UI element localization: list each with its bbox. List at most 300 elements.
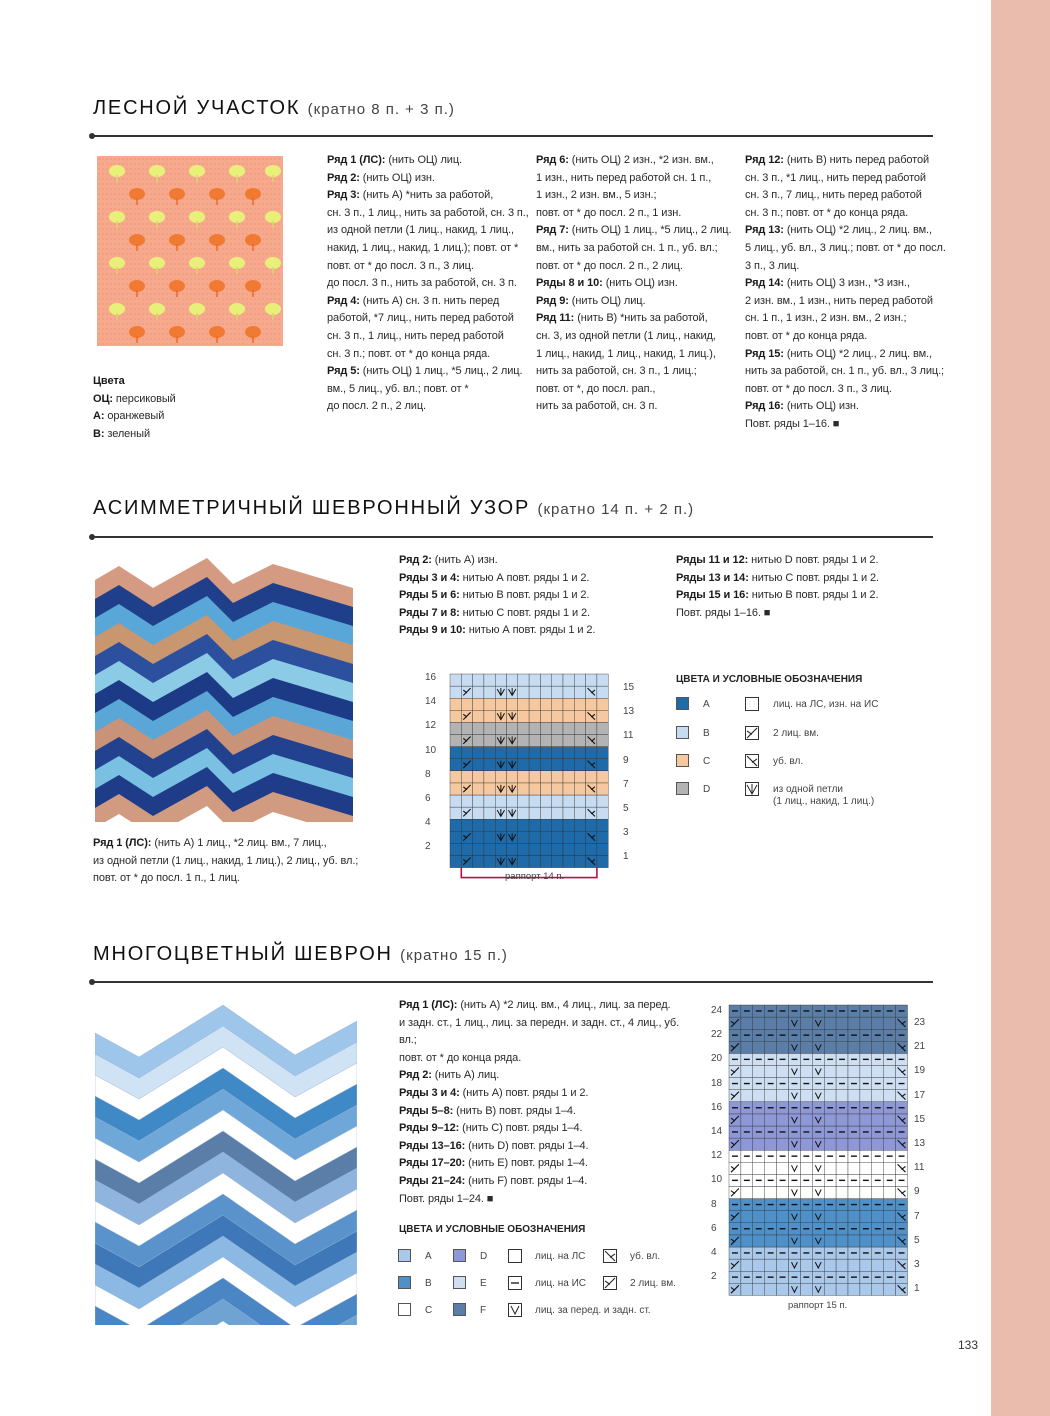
row-number: 8: [711, 1198, 717, 1210]
chart3-cell: [777, 1283, 789, 1295]
chart2-cell: [484, 674, 495, 686]
symbol-label: 2 лиц. вм.: [630, 1278, 676, 1289]
symbol-label-group: [535, 1251, 585, 1263]
chart2-cell: [507, 722, 518, 734]
chart3-cell: [753, 1041, 765, 1053]
chart2-cell: [597, 856, 608, 868]
row-text: сн. 3 п., *1 лиц., нить перед работой: [745, 171, 926, 184]
chart3-cell: [741, 1138, 753, 1150]
chart3-cell: [884, 1114, 896, 1126]
row-number: 10: [425, 744, 437, 756]
chart2-cell: [507, 747, 518, 759]
chart3-cell: [800, 1090, 812, 1102]
chart3-cell: [860, 1066, 872, 1078]
instruction-line: [676, 587, 936, 605]
chart3-cell: [872, 1041, 884, 1053]
chart2-cell: [597, 771, 608, 783]
row-number: 3: [914, 1259, 920, 1270]
chart2-cell: [529, 807, 540, 819]
chart2-cell: [473, 674, 484, 686]
symbol-label: лиц. на ИС: [535, 1278, 586, 1289]
chart2-cell: [529, 759, 540, 771]
chart2-cell: [518, 722, 529, 734]
chart3-cell: [741, 1066, 753, 1078]
chart3-cell: [884, 1259, 896, 1271]
section2-column-1: [399, 552, 659, 640]
color-label: A: [425, 1251, 432, 1262]
chart3-cell: [836, 1259, 848, 1271]
chart3-cell: [777, 1235, 789, 1247]
row-text: сн. 3, из одной петли (1 лиц., накид,: [536, 329, 716, 342]
instruction-line: [536, 363, 741, 381]
row-label: Ряд 1 (ЛС):: [327, 154, 386, 166]
row-number: 13: [914, 1138, 926, 1149]
chart3-cell: [824, 1187, 836, 1199]
section3-title-text: МНОГОЦВЕТНЫЙ ШЕВРОН: [93, 943, 393, 965]
chart3-cell: [753, 1066, 765, 1078]
instruction-line: [536, 258, 741, 276]
chart3-cell: [741, 1114, 753, 1126]
chart2-cell: [597, 819, 608, 831]
chart2-cell: [552, 783, 563, 795]
chart3-cell: [836, 1235, 848, 1247]
instruction-line: [745, 152, 955, 170]
chart3-cell: [872, 1066, 884, 1078]
chart2-cell: [563, 819, 574, 831]
row-number: 13: [623, 706, 635, 718]
chart3-cell: [872, 1211, 884, 1223]
chart3-cell: [789, 1041, 801, 1053]
section1-colors: [93, 373, 293, 443]
chart2-cell: [563, 722, 574, 734]
color-swatch-f: [453, 1303, 466, 1316]
chart2-cell: [574, 735, 585, 747]
instruction-line: [327, 240, 532, 258]
chart2-cell: [540, 819, 551, 831]
color-entry: [93, 426, 293, 444]
instruction-line: [745, 310, 955, 328]
row-text: (нить А) лиц.: [431, 1069, 500, 1082]
chart2-cell: [484, 771, 495, 783]
chart2-cell: [563, 735, 574, 747]
chart3-cell: [848, 1066, 860, 1078]
row-text: (нить С) повт. ряды 1–4.: [459, 1122, 583, 1135]
chart2-cell: [597, 747, 608, 759]
chart3-cell: [765, 1235, 777, 1247]
chart2-cell: [495, 698, 506, 710]
row-text: повт. от * до конца ряда.: [745, 329, 868, 342]
empty-box: [508, 1249, 522, 1263]
chart2-cell: [563, 795, 574, 807]
chart3-cell: [800, 1066, 812, 1078]
chart3-cell: [836, 1283, 848, 1295]
section3-multiple: (кратно 15 п.): [400, 947, 508, 964]
row-label: Ряд 9:: [536, 294, 569, 307]
symbol-label: уб. вл.: [773, 756, 804, 767]
chart2-cell: [518, 807, 529, 819]
chart2-cell: [484, 807, 495, 819]
page-side-tab: [991, 0, 1050, 1416]
k2tog-icon: [745, 726, 759, 740]
instruction-line: [93, 835, 393, 853]
row-number: 19: [914, 1065, 926, 1077]
chart2-cell: [450, 831, 461, 843]
instruction-line: [399, 1191, 699, 1209]
chart2-cell: [484, 819, 495, 831]
chart2-grid: [448, 670, 616, 884]
chart3-cell: [848, 1017, 860, 1029]
row-number: 11: [914, 1162, 925, 1174]
chart2-cell: [540, 843, 551, 855]
symbol-label: 2 лиц. вм.: [773, 728, 819, 739]
chart2-cell: [552, 759, 563, 771]
chart2-cell: [461, 771, 472, 783]
color-swatch-c: [398, 1303, 411, 1316]
chart2-cell: [461, 819, 472, 831]
chart3-cell: [777, 1090, 789, 1102]
chart3-cell: [765, 1114, 777, 1126]
chart2-cell: [484, 843, 495, 855]
color-entry: [93, 391, 293, 409]
row-label: Ряд 13:: [745, 224, 784, 237]
row-number: 7: [914, 1210, 920, 1222]
instruction-line: [399, 1120, 699, 1138]
row-label: Ряд 11:: [536, 312, 575, 325]
chart2-cell: [450, 795, 461, 807]
chart3-cell: [789, 1090, 801, 1102]
ssk-icon: [745, 754, 759, 768]
chart2-cell: [574, 807, 585, 819]
instruction-line: [399, 1173, 699, 1191]
chart2-cell: [450, 747, 461, 759]
row-text: (нить ОЦ) 2 изн., *2 изн. вм.,: [568, 154, 714, 166]
row-label: Ряд 4:: [327, 294, 360, 307]
chart3-cell: [789, 1114, 801, 1126]
chart2-cell: [529, 710, 540, 722]
colors-heading: Цвета: [93, 375, 125, 387]
color-swatch-d: [453, 1249, 466, 1262]
chart2-cell: [450, 771, 461, 783]
row-number: 4: [711, 1247, 717, 1258]
chart2-cell: [540, 674, 551, 686]
chart2-cell: [507, 819, 518, 831]
chart2-cell: [574, 759, 585, 771]
chart3-cell: [777, 1162, 789, 1174]
forest-swatch-image: [95, 153, 285, 348]
chart3-cell: [848, 1114, 860, 1126]
chart3-cell: [884, 1041, 896, 1053]
chart3-cell: [872, 1187, 884, 1199]
chart2-cell: [563, 686, 574, 698]
chart2-cell: [574, 783, 585, 795]
chart2-cell: [529, 843, 540, 855]
instruction-line: [93, 853, 393, 871]
row-text: повт. от *, до посл. рап.,: [536, 382, 656, 395]
chart3-cell: [765, 1211, 777, 1223]
chart3-cell: [777, 1259, 789, 1271]
instruction-line: [327, 170, 532, 188]
row-text: до посл. 3 п., нить за работой, сн. 3 п.: [327, 277, 517, 290]
row-text: (нить ОЦ) 1 лиц., *5 лиц., 2 лиц.: [568, 224, 732, 237]
row-text: (нить ОЦ) 3 изн., *3 изн.,: [783, 277, 910, 290]
chart2-cell: [518, 735, 529, 747]
chart2-cell: [563, 843, 574, 855]
chart2-cell: [518, 759, 529, 771]
chart2-cell: [540, 807, 551, 819]
chart3-cell: [741, 1211, 753, 1223]
chart2-cell: [507, 674, 518, 686]
instruction-line: [399, 587, 659, 605]
color-swatch-c: [676, 754, 689, 767]
chart2-cell: [540, 759, 551, 771]
chart3-cell: [800, 1162, 812, 1174]
row-number: 18: [711, 1077, 723, 1089]
row-label: Ряды 5 и 6:: [399, 589, 460, 602]
row-text: сн. 3 п., 1 лиц., нить перед работой: [327, 329, 504, 342]
chart3-cell: [765, 1259, 777, 1271]
chart3-cell: [872, 1114, 884, 1126]
section2-multiple: (кратно 14 п. + 2 п.): [537, 501, 695, 518]
chart3-cell: [812, 1066, 824, 1078]
chart2-cell: [461, 843, 472, 855]
chart2-cell: [529, 674, 540, 686]
symbol-label-group: [773, 756, 803, 768]
section1-column-3: [745, 152, 955, 434]
row-label: Ряд 2:: [399, 1069, 432, 1082]
section3-column-1: [399, 997, 699, 1208]
row-text: сн. 1 п., 1 изн., 2 изн. вм., 2 изн.;: [745, 312, 907, 325]
chart2-cell: [574, 722, 585, 734]
chart2-cell: [540, 686, 551, 698]
section2-title: [93, 497, 694, 520]
chart2-cell: [450, 856, 461, 868]
chart2-cell: [540, 710, 551, 722]
instruction-line: [745, 187, 955, 205]
row-number: 24: [711, 1005, 723, 1016]
chart2-cell: [529, 783, 540, 795]
row-number: 14: [711, 1126, 723, 1137]
chart2-cell: [540, 735, 551, 747]
chart3-cell: [824, 1211, 836, 1223]
color-swatch-a: [398, 1249, 411, 1262]
chart3-cell: [860, 1187, 872, 1199]
chart3-cell: [800, 1138, 812, 1150]
instruction-line: [399, 1067, 699, 1085]
chart3-cell: [741, 1235, 753, 1247]
row-text: Повт. ряды 1–16. ■: [745, 417, 840, 430]
chart2-cell: [574, 686, 585, 698]
instruction-line: [745, 363, 955, 381]
row-text: нитью D повт. ряды 1 и 2.: [748, 554, 879, 566]
chart2-cell: [518, 819, 529, 831]
chart2-cell: [529, 771, 540, 783]
chart2-cell: [461, 722, 472, 734]
row-text: вм., 5 лиц., уб. вл.; повт. от *: [327, 382, 469, 395]
row-text: работой, *7 лиц., нить перед работой: [327, 312, 514, 325]
chart2-cell: [484, 747, 495, 759]
chart2-cell: [518, 686, 529, 698]
instruction-line: [327, 346, 532, 364]
chart2-cell: [529, 747, 540, 759]
chart2-cell: [473, 807, 484, 819]
chart2-cell: [540, 831, 551, 843]
chart3-cell: [872, 1283, 884, 1295]
chart3-cell: [753, 1211, 765, 1223]
chart2-cell: [529, 831, 540, 843]
row-text: 5 лиц., уб. вл., 3 лиц.; повт. от * до посл.: [745, 241, 946, 254]
chart3-cell: [860, 1211, 872, 1223]
chart2-cell: [563, 710, 574, 722]
row-text: сн. 3 п.; повт. от * до конца ряда.: [745, 206, 909, 219]
row-label: Ряд 2:: [399, 554, 432, 566]
row-text: из одной петли (1 лиц., накид, 1 лиц.), 2 лиц., уб. вл.;: [93, 854, 359, 867]
chart2-cell: [484, 795, 495, 807]
row-text: (нить ОЦ) изн.: [602, 277, 678, 290]
chart2-cell: [484, 856, 495, 868]
chart2-cell: [529, 686, 540, 698]
row-text: Повт. ряды 1–24. ■: [399, 1192, 494, 1205]
chart2-cell: [552, 747, 563, 759]
kfb-icon: [508, 1303, 522, 1317]
color-value: персиковый: [112, 392, 176, 405]
chart3-cell: [836, 1090, 848, 1102]
row-text: (нить В) повт. ряды 1–4.: [453, 1104, 576, 1117]
chart3-cell: [777, 1017, 789, 1029]
chart3-cell: [860, 1162, 872, 1174]
chart3-cell: [872, 1259, 884, 1271]
chart3-cell: [836, 1017, 848, 1029]
instruction-line: [745, 293, 955, 311]
chart2-cell: [574, 831, 585, 843]
color-label: B: [703, 728, 710, 739]
chart2-cell: [574, 771, 585, 783]
instruction-line: [399, 1015, 699, 1050]
row-text: 3 п., 3 лиц.: [745, 259, 800, 272]
instruction-line: [745, 346, 955, 364]
color-swatch-b: [398, 1276, 411, 1289]
chart3-cell: [812, 1090, 824, 1102]
chart3-cell: [836, 1138, 848, 1150]
row-text: нитью С повт. ряды 1 и 2.: [459, 606, 590, 619]
row-text: нитью В повт. ряды 1 и 2.: [459, 589, 590, 602]
chart3-cell: [753, 1162, 765, 1174]
chart2-cell: [552, 686, 563, 698]
chart3-cell: [789, 1066, 801, 1078]
chart3-cell: [812, 1187, 824, 1199]
instruction-line: [745, 398, 955, 416]
chart2-cell: [529, 735, 540, 747]
row-number: 16: [425, 672, 437, 683]
instruction-line: [93, 870, 393, 888]
instruction-line: [745, 328, 955, 346]
chart3-cell: [800, 1017, 812, 1029]
chart3-cell: [848, 1187, 860, 1199]
instruction-line: [327, 310, 532, 328]
chart2-cell: [450, 686, 461, 698]
chart2-cell: [597, 686, 608, 698]
instruction-line: [745, 240, 955, 258]
chart3-cell: [789, 1283, 801, 1295]
chart3-cell: [765, 1090, 777, 1102]
chart3-cell: [777, 1211, 789, 1223]
section3-rule: [91, 981, 933, 983]
row-text: из одной петли (1 лиц., накид, 1 лиц.,: [327, 224, 514, 237]
row-number: 21: [914, 1041, 926, 1053]
row-number: 3: [623, 827, 629, 839]
instruction-line: [327, 275, 532, 293]
symbol-label: лиц. за перед. и задн. ст.: [535, 1305, 651, 1316]
section1-column-2: [536, 152, 741, 416]
chart2-cell: [518, 698, 529, 710]
chart3-cell: [765, 1041, 777, 1053]
chart3-cell: [824, 1114, 836, 1126]
chart2-cell: [495, 747, 506, 759]
row-text: (нить А) *нить за работой,: [359, 189, 494, 202]
instruction-line: [536, 346, 741, 364]
chart2-cell: [540, 783, 551, 795]
chart3-cell: [824, 1090, 836, 1102]
row-text: (нить Е) повт. ряды 1–4.: [465, 1157, 588, 1170]
chart2-cell: [518, 856, 529, 868]
chart3-cell: [860, 1041, 872, 1053]
chart2-cell: [495, 722, 506, 734]
chart3-cell: [741, 1187, 753, 1199]
chart2-cell: [597, 710, 608, 722]
color-swatch-e: [453, 1276, 466, 1289]
chart3-cell: [872, 1138, 884, 1150]
chart2-cell: [473, 831, 484, 843]
chart3-cell: [884, 1235, 896, 1247]
row-number: 9: [623, 754, 629, 766]
color-label: A: [703, 699, 710, 710]
chart2-cell: [597, 831, 608, 843]
row-number: 15: [623, 682, 635, 693]
section3-title: [93, 943, 508, 966]
row-text: (нить ОЦ) лиц.: [568, 294, 646, 307]
chart3-cell: [848, 1090, 860, 1102]
chart2-cell: [552, 856, 563, 868]
chart3-cell: [753, 1114, 765, 1126]
row-text: (нить В) *нить за работой,: [574, 312, 708, 325]
chart2-cell: [484, 735, 495, 747]
chart2-cell: [473, 747, 484, 759]
row-text: (нить А) *2 лиц. вм., 4 лиц., лиц. за перед.: [457, 999, 671, 1011]
row-text: нить за работой, сн. 1 п., уб. вл., 3 лиц.;: [745, 365, 945, 378]
instruction-line: [745, 381, 955, 399]
row-label: Ряд 15:: [745, 347, 784, 360]
row-text: нить за работой, сн. 3 п., 1 лиц.;: [536, 365, 697, 378]
chart2-cell: [586, 674, 597, 686]
row-number: 2: [425, 841, 431, 853]
symbol-label: лиц. на ЛС: [535, 1251, 586, 1262]
row-text: (нить ОЦ) лиц.: [385, 154, 462, 166]
chart2-cell: [495, 795, 506, 807]
chart2-cell: [597, 783, 608, 795]
row-text: вм., нить за работой сн. 1 п., уб. вл.;: [536, 241, 718, 254]
chart3-cell: [824, 1066, 836, 1078]
chart3-cell: [800, 1283, 812, 1295]
chart2-cell: [540, 722, 551, 734]
row-label: Ряды 15 и 16:: [676, 589, 749, 602]
chart3-cell: [872, 1162, 884, 1174]
chart3-cell: [753, 1017, 765, 1029]
row-label: Ряд 5:: [327, 365, 360, 378]
row-number: 1: [623, 851, 629, 863]
row-text: (нить А) 1 лиц., *2 лиц. вм., 7 лиц.,: [151, 837, 327, 849]
row-number: 14: [425, 696, 437, 708]
chart3-cell: [884, 1162, 896, 1174]
chart2-cell: [473, 856, 484, 868]
